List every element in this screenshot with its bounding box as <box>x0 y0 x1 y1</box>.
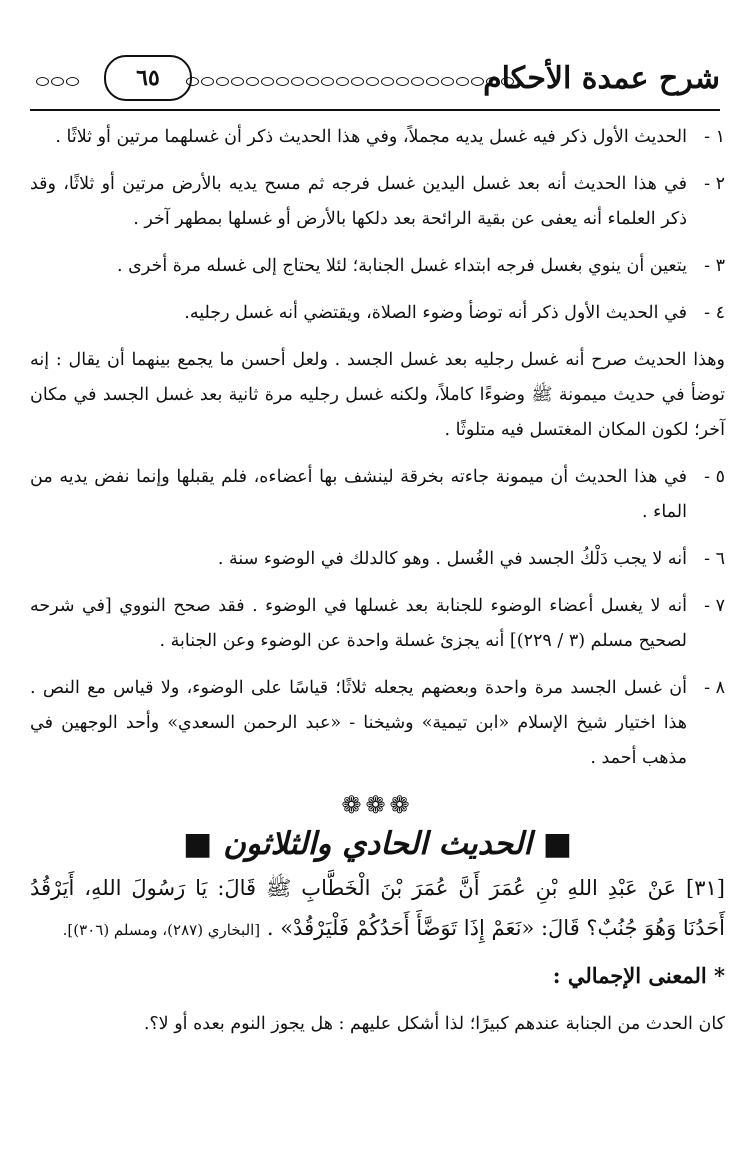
header-ornament-left <box>36 77 79 86</box>
list-item <box>30 671 725 776</box>
header-rule <box>30 109 720 111</box>
hadith-reference: [البخاري (٢٨٧)، ومسلم (٣٠٦)]. <box>62 921 261 939</box>
hadith-text <box>30 868 725 950</box>
list-item <box>30 120 725 155</box>
item-number: ٣ - <box>704 256 725 276</box>
item-number: ٨ - <box>704 678 725 698</box>
list-item <box>30 249 725 284</box>
item-text: أنه لا يغسل أعضاء الوضوء للجنابة بعد غسلها في الوضوء . فقد صحح النووي [في شرحه لصحيح مسلم (٣ / ٢٢٩)] أنه يجزئ غسلة واحدة عن الوضوء وعن الجنابة . <box>30 596 687 651</box>
item-text: أن غسل الجسد مرة واحدة وبعضهم يجعله ثلاثًا؛ قياسًا على الوضوء، ولا قياس مع النص . هذا اختيار شيخ الإسلام «ابن تيمية» وشيخنا - «عبد الرحمن السعدي» وأحد الوجهين في مذهب أحمد . <box>30 678 687 768</box>
page-header <box>30 55 720 119</box>
list-item <box>30 296 725 331</box>
item-text: في الحديث الأول ذكر أنه توضأ وضوء الصلاة، ويقتضي أنه غسل رجليه. <box>184 303 687 323</box>
hadith-body: [٣١] عَنْ عَبْدِ اللهِ بْنِ عُمَرَ أَنَّ عُمَرَ بْنَ الْخَطَّابِ ﷺ قَالَ: يَا رَسُولَ اللهِ، أَيَرْقُدُ أَحَدُنَا وَهُوَ جُنُبٌ؟ قَالَ: «نَعَمْ إِذَا تَوَضَّأَ أَحَدُكُمْ فَلْيَرْقُدْ» . <box>30 876 725 940</box>
list-item <box>30 167 725 237</box>
item-text: أنه لا يجب دَلْكُ الجسد في الغُسل . وهو كالدلك في الوضوء سنة . <box>217 549 687 569</box>
list-item <box>30 589 725 659</box>
item-text: في هذا الحديث أنه بعد غسل اليدين غسل فرجه ثم مسح يديه بالأرض مرتين أو ثلاثًا، وقد ذكر العلماء أنه يعفى عن بقية الرائحة بعد دلكها بالأرض أو غسلها بمطهر آخر . <box>30 174 687 229</box>
book-title: شرح عمدة الأحكام <box>483 61 720 96</box>
item-number: ٥ - <box>704 467 725 487</box>
page-number: ٦٥ <box>104 55 192 101</box>
item-text: يتعين أن ينوي بغسل فرجه ابتداء غسل الجنابة؛ لئلا يحتاج إلى غسله مرة أخرى . <box>117 256 687 276</box>
explanation-paragraph: وهذا الحديث صرح أنه غسل رجليه بعد غسل الجسد . ولعل أحسن ما يجمع بينهما أن يقال : إنه توضأ في حديث ميمونة ﷺ وضوءًا كاملاً، ولكنه غسل رجليه مرة ثانية بعد غسل الجسد في مكان آخر؛ لكون المكان المغتسل فيه متلوثًا . <box>30 350 725 440</box>
header-ornament <box>186 77 514 86</box>
item-number: ١ - <box>704 127 725 147</box>
item-number: ٦ - <box>704 549 725 569</box>
separator-stars: ❁❁❁ <box>341 791 414 819</box>
item-number: ٧ - <box>704 596 725 616</box>
section-heading: * المعنى الإجمالي : <box>552 963 725 988</box>
item-number: ٤ - <box>704 303 725 323</box>
item-text: الحديث الأول ذكر فيه غسل يديه مجملاً، وفي هذا الحديث ذكر أن غسلهما مرتين أو ثلاثًا . <box>55 127 687 147</box>
item-text: في هذا الحديث أن ميمونة جاءته بخرقة لينشف بها أعضاءه، فلم يقبلها وإنما نفض يديه من الماء . <box>30 467 687 522</box>
page-content <box>30 120 725 1054</box>
item-number: ٢ - <box>704 174 725 194</box>
hadith-heading: ■ الحديث الحادي والثلاثون ■ <box>182 826 573 862</box>
section-text: كان الحدث من الجنابة عندهم كبيرًا؛ لذا أشكل عليهم : هل يجوز النوم بعده أو لا؟. <box>143 1014 725 1034</box>
list-item <box>30 542 725 577</box>
list-item <box>30 460 725 530</box>
